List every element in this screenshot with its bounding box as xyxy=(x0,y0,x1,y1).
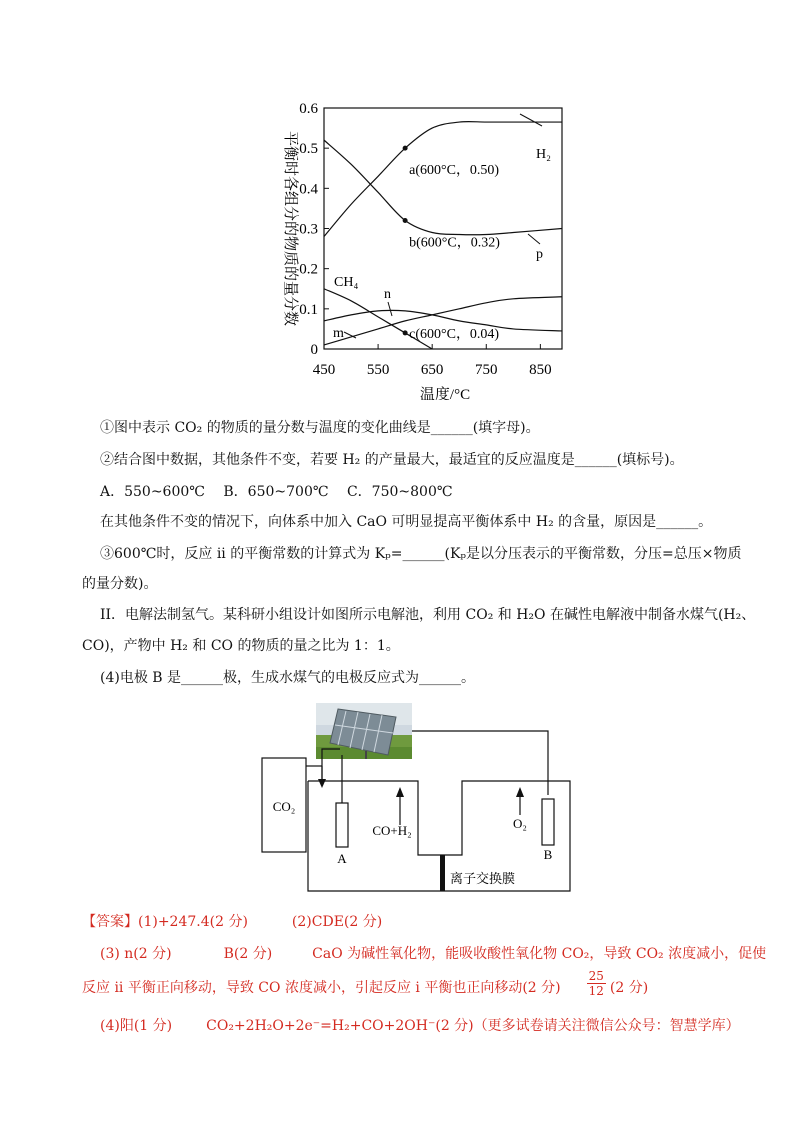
series-label-leader xyxy=(520,114,542,126)
x-tick-label: 450 xyxy=(312,362,336,378)
answer-1: (1)+247.4(2 分) xyxy=(138,914,248,930)
question-1: ①图中表示 CO₂ 的物质的量分数与温度的变化曲线是______(填字母)。 xyxy=(100,420,540,436)
co2-inlet-arrow-icon xyxy=(318,779,326,788)
y-tick-label: 0.4 xyxy=(299,181,318,198)
part-2-line-2: CO)，产物中 H₂ 和 CO 的物质的量之比为 1：1。 xyxy=(82,638,400,654)
x-tick-label: 550 xyxy=(366,362,390,378)
question-2-options: A．550~600℃ B．650~700℃ C．750~800℃ xyxy=(100,484,453,500)
answer-4-equation: CO₂+2H₂O+2e⁻=H₂+CO+2OH⁻(2 分)（更多试卷请关注微信公众号：智慧学库） xyxy=(206,1018,740,1034)
x-axis-label: 温度/°C xyxy=(419,387,471,400)
answer-line-2 xyxy=(100,944,766,964)
solar-panel-image xyxy=(316,703,412,759)
answer-3-b: B(2 分) xyxy=(223,946,273,962)
annotation-label: c(600°C，0.04) xyxy=(409,326,500,342)
part-2-line-1: II．电解法制氢气。某科研小组设计如图所示电解池，利用 CO₂ 和 H₂O 在碱性电解液中制备水煤气(H₂、 xyxy=(100,607,756,623)
o2-label: O₂ xyxy=(513,816,527,831)
series-line xyxy=(324,122,562,237)
question-2: ②结合图中数据，其他条件不变，若要 H₂ 的产量最大，最适宜的反应温度是______(填标号)。 xyxy=(100,452,684,468)
annotation-point xyxy=(403,218,408,223)
series-label: n xyxy=(384,287,391,302)
co2-tank-label: CO₂ xyxy=(272,799,296,814)
answer-3-kp-fraction xyxy=(587,969,606,998)
electrode-b-label: B xyxy=(543,847,553,862)
equilibrium-chart xyxy=(0,0,800,400)
fraction-denominator: 12 xyxy=(588,983,604,998)
electrode-a xyxy=(336,803,348,847)
y-tick-label: 0.3 xyxy=(299,221,318,238)
electrode-b xyxy=(542,799,554,845)
annotation-point xyxy=(403,146,408,151)
question-3-line-1: ③600℃时，反应 ii 的平衡常数的计算式为 Kₚ=______(Kₚ是以分压表示的平衡常数，分压=总压×物质 xyxy=(100,546,742,562)
fraction-numerator: 25 xyxy=(588,968,604,983)
ion-exchange-membrane xyxy=(440,855,445,891)
question-4: (4)电极 B 是______极，生成水煤气的电极反应式为______。 xyxy=(100,670,476,686)
series-label: H₂ xyxy=(536,147,551,162)
y-tick-label: 0.5 xyxy=(299,141,318,158)
answer-4-anode: (4)阳(1 分) xyxy=(100,1018,173,1034)
series-label-leader xyxy=(528,234,540,244)
x-tick-label: 650 xyxy=(420,362,444,378)
answer-tag: 【答案】 xyxy=(82,914,138,930)
chart-ticks xyxy=(282,101,552,400)
answer-3-n: (3) n(2 分) xyxy=(100,946,172,962)
answer-line-1 xyxy=(82,912,382,932)
x-tick-label: 850 xyxy=(529,362,552,378)
membrane-label: 离子交换膜 xyxy=(450,871,516,886)
series-label-leader xyxy=(388,302,392,316)
series-label: m xyxy=(333,326,344,341)
answer-line-4 xyxy=(100,1016,740,1036)
answer-line-3 xyxy=(82,968,649,998)
x-tick-label: 750 xyxy=(475,362,498,378)
y-tick-label: 0.6 xyxy=(299,101,318,117)
series-label: CH₄ xyxy=(334,275,359,290)
question-2-cao: 在其他条件不变的情况下，向体系中加入 CaO 可明显提高平衡体系中 H₂ 的含量，原因是______。 xyxy=(100,514,713,530)
annotation-point xyxy=(403,330,408,335)
annotation-label: b(600°C，0.32) xyxy=(409,235,500,251)
co-h2-label: CO+H₂ xyxy=(372,823,412,838)
y-tick-label: 0.2 xyxy=(299,261,318,278)
answer-3-reason-cont: 反应 ii 平衡正向移动，导致 CO 浓度减小，引起反应 i 平衡也正向移动(2 分) xyxy=(82,980,561,996)
electrode-a-label: A xyxy=(337,851,347,866)
y-axis-label: 平衡时各组分的物质的量分数 xyxy=(282,130,298,327)
electrolysis-cell-diagram xyxy=(0,695,800,900)
y-tick-label: 0.1 xyxy=(299,301,318,318)
o2-outlet-arrow-icon xyxy=(516,787,524,797)
co-h2-outlet-arrow-icon xyxy=(396,787,404,797)
series-label: p xyxy=(536,247,543,262)
answer-2: (2)CDE(2 分) xyxy=(291,914,383,930)
answer-3-kp-score: (2 分) xyxy=(609,980,649,996)
series-line xyxy=(324,140,562,235)
chart-labels xyxy=(333,114,551,342)
answer-3-reason: CaO 为碱性氧化物，能吸收酸性氧化物 CO₂，导致 CO₂ 浓度减小，促使 xyxy=(312,946,767,962)
annotation-label: a(600°C，0.50) xyxy=(409,163,500,179)
y-tick-label: 0 xyxy=(310,342,318,358)
question-3-line-2: 的量分数)。 xyxy=(82,576,158,592)
